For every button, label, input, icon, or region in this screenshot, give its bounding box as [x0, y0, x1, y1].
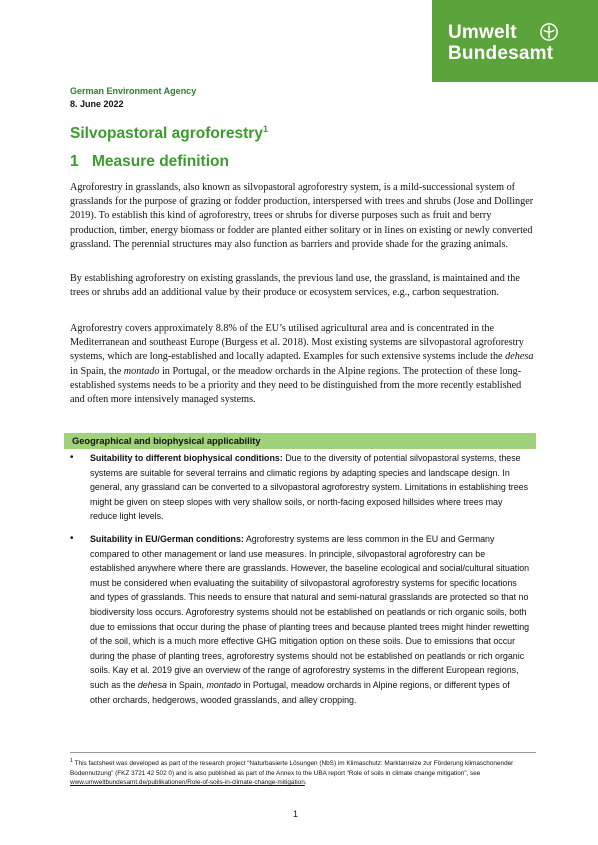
applicability-box-heading: Geographical and biophysical applicability	[64, 433, 536, 449]
footnote	[70, 757, 536, 788]
bullet-icon: •	[70, 533, 74, 544]
section-number: 1	[70, 153, 79, 170]
paragraph-3-em-1: dehesa	[505, 351, 534, 363]
section-title: Measure definition	[92, 153, 229, 170]
bullet-em-2: montado	[206, 679, 242, 690]
title-text: Silvopastoral agroforestry	[70, 125, 263, 143]
footnote-text: This factsheet was developed as part of the research project “Naturbasierte Lösungen (NbS) im Klimaschutz: Marktanreize zur Förderung klimaschonender Bodennutzung” (FKZ 3721 42 502 0) and is also published as part of the Annex to the UBA report “Role of soils in climate change mitigation”, see	[70, 760, 514, 777]
page-title	[70, 124, 268, 143]
footnote-separator	[70, 752, 536, 753]
bullet-em-1: dehesa	[137, 679, 167, 690]
paragraph-3-em-2: montado	[123, 365, 160, 377]
uba-logo	[432, 0, 598, 82]
bullet-icon: •	[70, 452, 74, 463]
bullet-text	[90, 451, 530, 524]
paragraph-3-part-a: Agroforestry covers approximately 8.8% of the EU’s utilised agricultural area and is concentrated in the Mediterranean and southeast Europe (Burgess et al. 2018). Most existing systems are silvopastoral agroforestry systems, which are long-established and locally adapted. Examples for such extensive systems include the	[70, 323, 524, 363]
title-footnote-ref[interactable]: 1	[262, 124, 268, 134]
footnote-marker: 1	[70, 758, 73, 764]
bullet-body-b: in Spain,	[166, 679, 207, 690]
bullet-lead: Suitability in EU/German conditions:	[90, 534, 244, 544]
paragraph-3	[70, 322, 538, 407]
footnote-link[interactable]: www.umweltbundesamt.de/publikationen/Role-of-soils-in-climate-change-mitigation	[70, 779, 305, 787]
bullet-lead: Suitability to different biophysical conditions:	[90, 453, 283, 463]
bullet-text	[90, 532, 530, 707]
logo-line-2: Bundesamt	[448, 43, 554, 64]
uba-leaf-mark-icon	[540, 23, 558, 41]
paragraph-3-part-b: in Spain, the	[70, 365, 124, 377]
paragraph-2: By establishing agroforestry on existing grasslands, the previous land use, the grassland, is maintained and the trees or shrubs add an additional value by their produce or ecosystem services, e.g., carbon sequestration.	[70, 273, 520, 299]
agency-name: German Environment Agency	[70, 86, 197, 96]
logo-line-1: Umwelt	[448, 22, 517, 43]
publication-date: 8. June 2022	[70, 99, 124, 109]
paragraph-3-part-c: in Portugal, or the meadow orchards in the Alpine regions. The protection of these long-established systems needs to be a priority and they need to be distinguished from the more recently established and often more intensively managed systems.	[70, 365, 522, 406]
section-heading	[70, 153, 229, 171]
bullet-body-c: in Portugal, meadow orchards in Alpine regions, or different types of other orchards, hedgerows, wooded grasslands, and alley cropping.	[90, 679, 510, 705]
paragraph-1: Agroforestry in grasslands, also known as silvopastoral agroforestry system, is a mild-successional system of grasslands for the purpose of grazing or fodder production, interspersed with trees and shrubs (Jose and Dollinger 2019). To establish this kind of agroforestry, trees or shrubs for diverse purposes such as fruit and berry production, timber, energy biomass or fodder are planted either solitary or in lines on existing or newly converted grassland. The perennial structures may also function as barriers and provide shade for the grazing animals.	[70, 182, 534, 250]
bullet-body: Due to the diversity of potential silvopastoral systems, these systems are suitable for several terrains and climatic regions by adapting species and landscape design. In general, any grassland can be converted to a silvopastoral agroforestry system. Limitations in establishing trees might be given on steep slopes with very shallow soils, or north-facing exposed hillsides where trees may reduce light levels.	[90, 453, 529, 522]
bullet-body-a: Agroforestry systems are less common in the EU and Germany compared to other management or land use measures. In principle, silvopastoral agroforestry can be established anywhere where there are grasslands. However, the baseline ecological and social/cultural situation must be considered when evaluating the suitability of silvopastoral agroforestry systems for specific locations and types of grasslands. This needs to ensure that natural and semi-natural grasslands are protected so that no biodiversity loss occurs. Agroforestry systems should not be established on peatlands or rich organic soils, both due to emissions that occur during the phase of planting trees and because planted trees might hinder rewetting of the soil, which is a much more effective GHG mitigation option on these soils. Due to emissions that occur during the phase of planting trees, agroforestry systems should not be established on peatlands or rich organic soils. Kay et al. 2019 give an overview of the range of agroforestry systems in the different European regions, such as the	[90, 534, 530, 690]
footnote-end: .	[304, 779, 307, 787]
page-number: 1	[293, 809, 299, 819]
